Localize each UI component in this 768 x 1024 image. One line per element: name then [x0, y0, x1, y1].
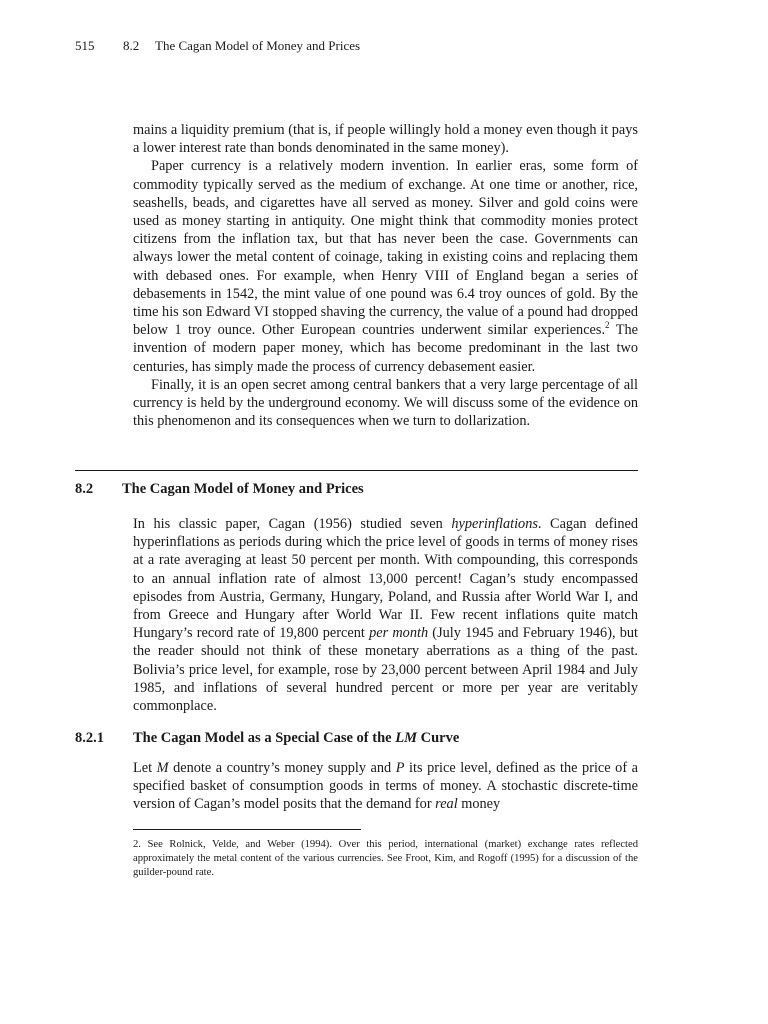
- page-number: 515: [75, 38, 95, 53]
- paragraph-text: Let: [133, 760, 157, 776]
- subsection-title-lm: LM: [395, 730, 417, 746]
- paragraph-text: Paper currency is a relatively modern invention. In earlier eras, some form of commodity typically served as the medium of exchange. At one time or another, rice, seashells, beads, and cigarettes have all served as money. Silver and gold coins were used as money starting in antiquity. One might think that commodity monies protect citizens from the inflation tax, but that has never been the case. Governments can always lower the metal content of coinage, taking in existing coins and replacing them with debased ones. For example, when Henry VIII of England began a series of debasements in 1542, the mint value of one pound was 6.4 troy ounces of gold. By the time his son Edward VI stopped shaving the currency, the value of a pound had dropped below 1 troy ounce. Other European countries underwent similar experiences.: [133, 158, 638, 339]
- paragraph-text: (July 1945 and February 1946), but the reader should not think of these monetary aberrations as a thing of the past. Bolivia’s price level, for example, rose by 23,000 percent between April 1984 and July 1985, and inflations of several hundred percent or more per year are veritably commonplace.: [133, 625, 639, 715]
- symbol-M: M: [156, 760, 169, 776]
- subsection-title-end: Curve: [416, 730, 460, 746]
- paragraph-text: its price level, defined as the price of a specified basket of consumption goods in terms of money. A stochastic discrete-time version of Cagan’s model posits that the demand for: [133, 760, 638, 813]
- section-number: 8.2: [75, 481, 94, 497]
- emphasis-hyperinflations: hyperinflations: [451, 516, 538, 532]
- emphasis-real: real: [435, 796, 458, 813]
- paragraph-text: The invention of modern paper money, which has become predominant in the last two centuries, has simply made the process of currency debasement easier.: [133, 322, 638, 375]
- running-header: [75, 38, 360, 54]
- footnote-marker: 2: [605, 320, 610, 331]
- paragraph-text: . Cagan defined hyperinflations as periods during which the price level of goods in terms of money rises at a rate averaging at least 50 percent per month. With compounding, this corresponds to an annual inflation rate of almost 13,000 percent! Cagan’s study encompassed episodes from Austria, Germany, Hungary, Poland, and Russia after World War I, and from Greece and Hungary after World War II. Few recent inflations quite match Hungary’s record rate of 19,800 percent: [133, 516, 638, 642]
- paragraph-cagan-hyperinflations: [133, 515, 638, 715]
- footnote-rule: [133, 829, 361, 830]
- section-divider: [75, 470, 638, 471]
- subsection-title: The Cagan Model as a Special Case of the: [133, 730, 396, 746]
- emphasis-per-month: per month: [369, 625, 429, 642]
- paragraph-liquidity: mains a liquidity premium (that is, if people willingly hold a money even though it pays a lower interest rate than bonds denominated in the same money).: [133, 122, 638, 157]
- paragraph-paper-currency: [133, 157, 638, 375]
- section-heading: [75, 481, 364, 498]
- section-title: The Cagan Model of Money and Prices: [122, 481, 364, 497]
- header-section-title: The Cagan Model of Money and Prices: [155, 38, 361, 53]
- paragraph-text: money: [457, 796, 501, 813]
- intro-text-block: [133, 121, 638, 430]
- paragraph-text: In his classic paper, Cagan (1956) studied seven: [133, 516, 452, 532]
- subsection-heading: [75, 730, 459, 747]
- header-section-number: 8.2: [123, 38, 140, 53]
- paragraph-underground-economy: Finally, it is an open secret among central bankers that a very large percentage of all currency is held by the underground economy. We will discuss some of the evidence on this phenomenon and its consequences when we turn to dollarization.: [133, 376, 638, 430]
- section-text-block: [133, 515, 638, 715]
- symbol-P: P: [395, 760, 405, 776]
- paragraph-text: denote a country’s money supply and: [168, 760, 396, 776]
- subsection-number: 8.2.1: [75, 730, 104, 746]
- subsection-text-block: [133, 759, 638, 814]
- paragraph-money-supply: [133, 759, 638, 814]
- footnote-2: 2. See Rolnick, Velde, and Weber (1994). Over this period, international (market) exchange rates reflected approximately the metal content of the various currencies. See Froot, Kim, and Rogoff (1995) for a discussion of the guilder-pound rate.: [133, 839, 638, 878]
